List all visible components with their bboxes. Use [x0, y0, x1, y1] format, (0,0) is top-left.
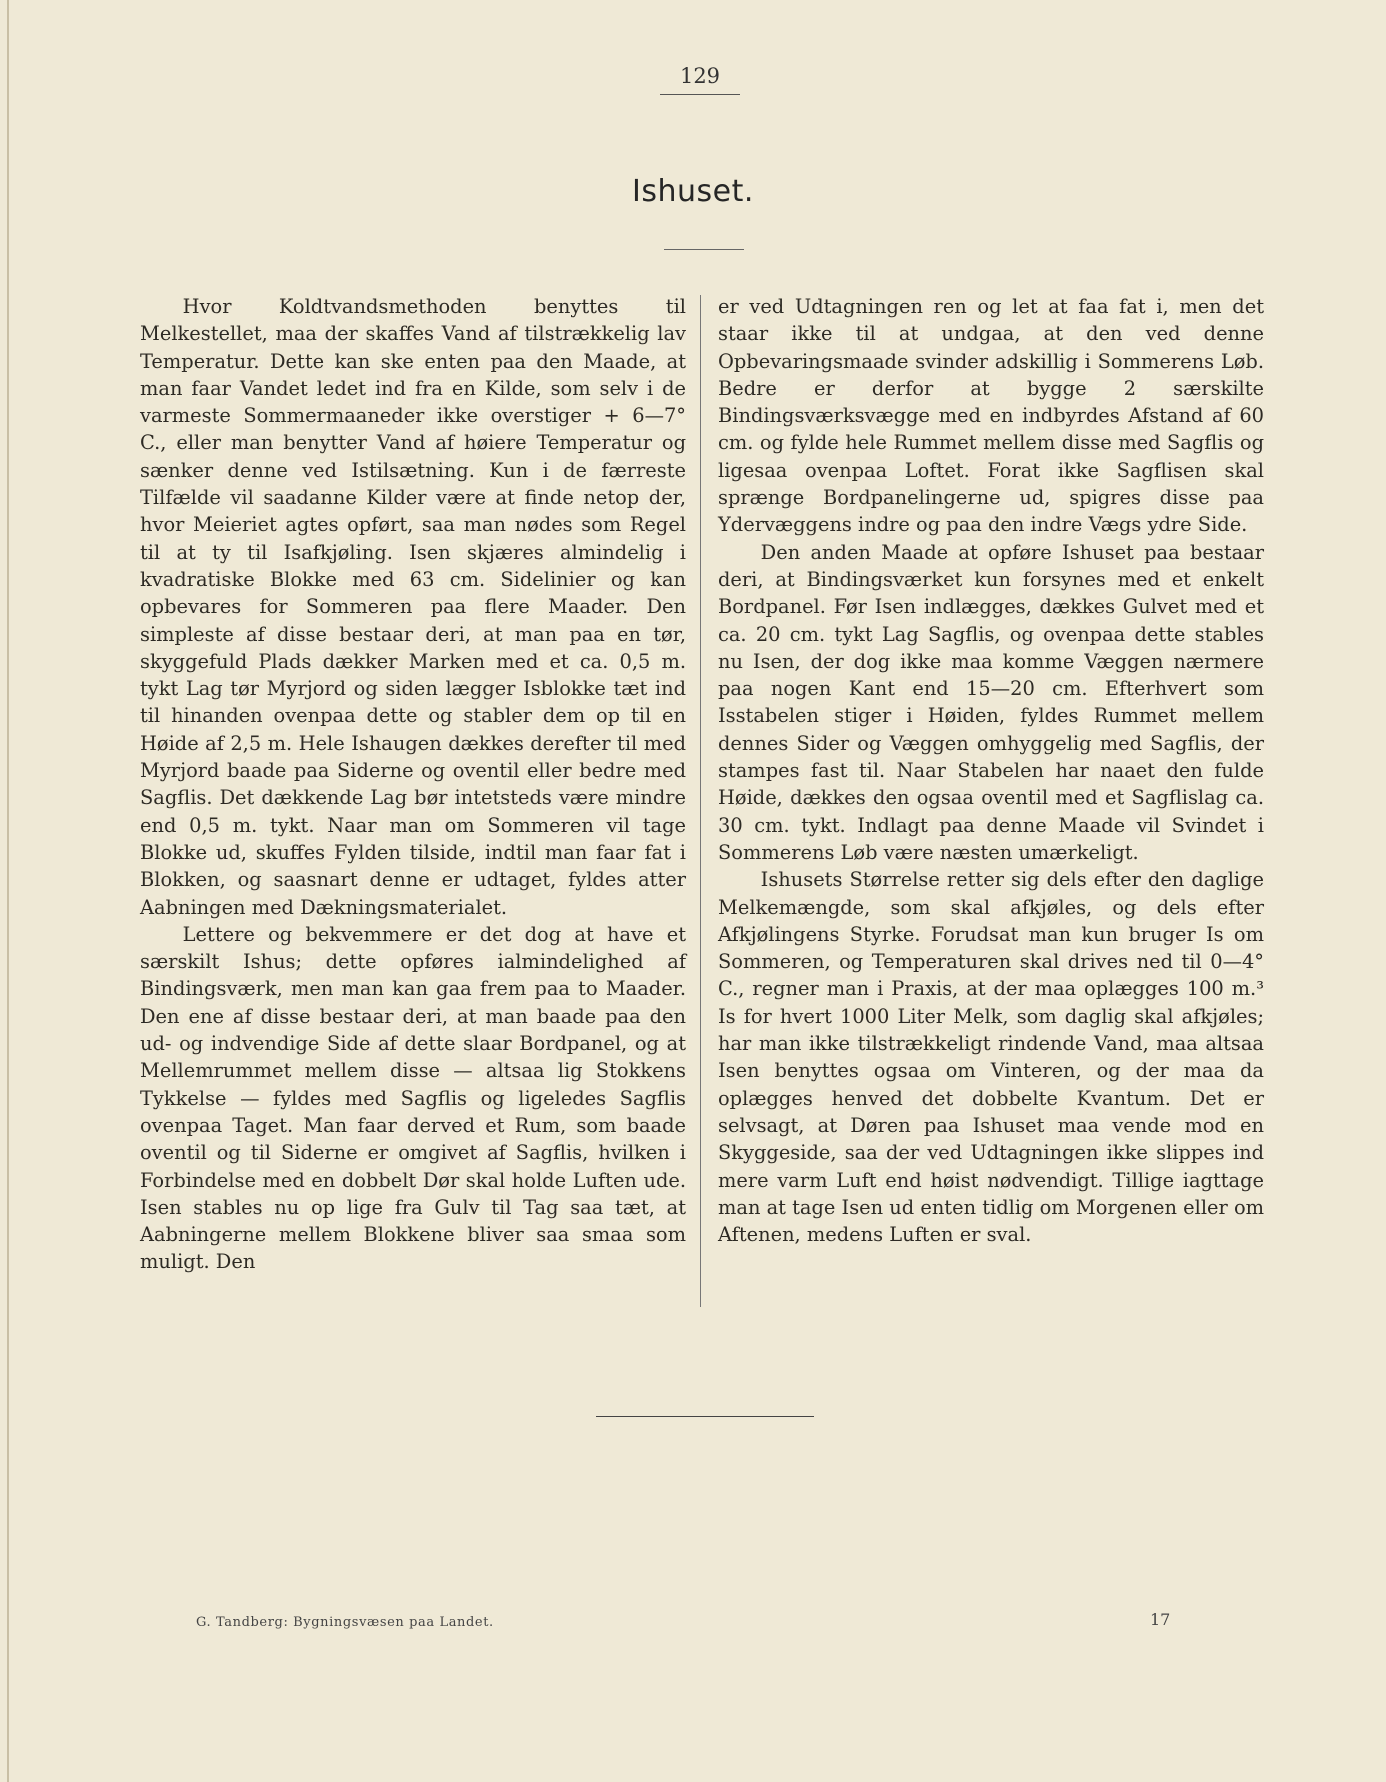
paragraph: Den anden Maade at opføre Ishuset paa bestaar deri, at Bindingsværket kun forsynes med et enkelt Bordpanel. Før Isen indlægges, dækkes Gulvet med et ca. 20 cm. tykt Lag Sagflis, og ovenpaa dette stables nu Isen, der dog ikke maa komme Væggen nærmere paa nogen Kant end 15—20 cm. Efterhvert som Isstabelen stiger i Høiden, fyldes Rummet mellem dennes Sider og Væggen omhyggelig med Sagflis, der stampes fast til. Naar Stabelen har naaet den fulde Høide, dækkes den ogsaa oventil med et Sagflislag ca. 30 cm. tykt. Indlagt paa denne Maade vil Svindet i Sommerens Løb være næsten umærkeligt. — [718, 540, 1264, 864]
footer-source: G. Tandberg: Bygningsvæsen paa Landet. — [196, 1615, 494, 1630]
left-column — [140, 293, 686, 1276]
paragraph: Lettere og bekvemmere er det dog at have et særskilt Ishus; dette opføres ialmindelighed af Bindingsværk, men man kan gaa frem paa to Maader. Den ene af disse bestaar deri, at man baade paa den ud- og indvendige Side af dette slaar Bordpanel, og at Mellemrummet mellem disse — altsaa lig Stokkens Tykkelse — fyldes med Sagflis og ligeledes Sagflis ovenpaa Taget. Man faar derved et Rum, som baade oventil og til Siderne er omgivet af Sagflis, hvilken i Forbindelse med en dobbelt Dør skal holde Luften ude. Isen stables nu op lige fra Gulv til Tag saa tæt, at Aabningerne mellem Blokkene bliver saa smaa som muligt. Den — [140, 922, 686, 1274]
column-divider — [700, 295, 701, 1307]
page-edge-line — [7, 0, 9, 1782]
page-number-rule — [660, 94, 740, 95]
page-number: 129 — [679, 64, 721, 88]
page-title: Ishuset. — [632, 174, 754, 209]
footer-signature: 17 — [1150, 1610, 1171, 1629]
paragraph: Ishusets Størrelse retter sig dels efter den daglige Melkemængde, som skal afkjøles, og dels efter Afkjølingens Styrke. Forudsat man kun bruger Is om Sommeren, og Temperaturen skal drives ned til 0—4° C., regner man i Praxis, at der maa oplægges 100 m.³ Is for hvert 1000 Liter Melk, som daglig skal afkjøles; har man ikke tilstrækkeligt rindende Vand, maa altsaa Isen benyttes ogsaa om Vinteren, og der maa da oplægges henved det dobbelte Kvantum. Det er selvsagt, at Døren paa Ishuset maa vende mod en Skyggeside, saa der ved Udtagningen ikke slippes ind mere varm Luft end høist nødvendigt. Tillige iagttage man at tage Isen ud enten tidlig om Morgenen eller om Aftenen, medens Luften er sval. — [718, 868, 1264, 1247]
paragraph: Hvor Koldtvandsmethoden benyttes til Melkestellet, maa der skaffes Vand af tilstrækkelig lav Temperatur. Dette kan ske enten paa den Maade, at man faar Vandet ledet ind fra en Kilde, som selv i de varmeste Sommermaaneder ikke overstiger + 6—7° C., eller man benytter Vand af høiere Temperatur og sænker denne ved Istilsætning. Kun i de færreste Tilfælde vil saadanne Kilder være at finde netop der, hvor Meieriet agtes opført, saa man nødes som Regel til at ty til Isafkjøling. Isen skjæres almindelig i kvadratiske Blokke med 63 cm. Sidelinier og kan opbevares for Sommeren paa flere Maader. Den simpleste af disse bestaar deri, at man paa en tør, skyggefuld Plads dækker Marken med et ca. 0,5 m. tykt Lag tør Myrjord og siden lægger Isblokke tæt ind til hinanden ovenpaa dette og stabler dem op til en Høide af 2,5 m. Hele Ishaugen dækkes derefter til med Myrjord baade paa Siderne og oventil eller bedre med Sagflis. Det dækkende Lag bør intetsteds være mindre end 0,5 m. tykt. Naar man om Sommeren vil tage Blokke ud, skuffes Fylden tilside, indtil man faar fat i Blokken, og saasnart denne er udtaget, fyldes atter Aabningen med Dækningsmaterialet. — [140, 295, 686, 919]
title-rule — [664, 249, 744, 250]
end-rule — [596, 1416, 814, 1417]
right-column — [718, 293, 1264, 1248]
paragraph: er ved Udtagningen ren og let at faa fat i, men det staar ikke til at undgaa, at den ved denne Opbevaringsmaade svinder adskillig i Sommerens Løb. Bedre er derfor at bygge 2 særskilte Bindingsværksvægge med en indbyrdes Afstand af 60 cm. og fylde hele Rummet mellem disse med Sagflis og ligesaa ovenpaa Loftet. Forat ikke Sagflisen skal sprænge Bordpanelingerne ud, spigres disse paa Ydervæggens indre og paa den indre Vægs ydre Side. — [718, 295, 1264, 537]
